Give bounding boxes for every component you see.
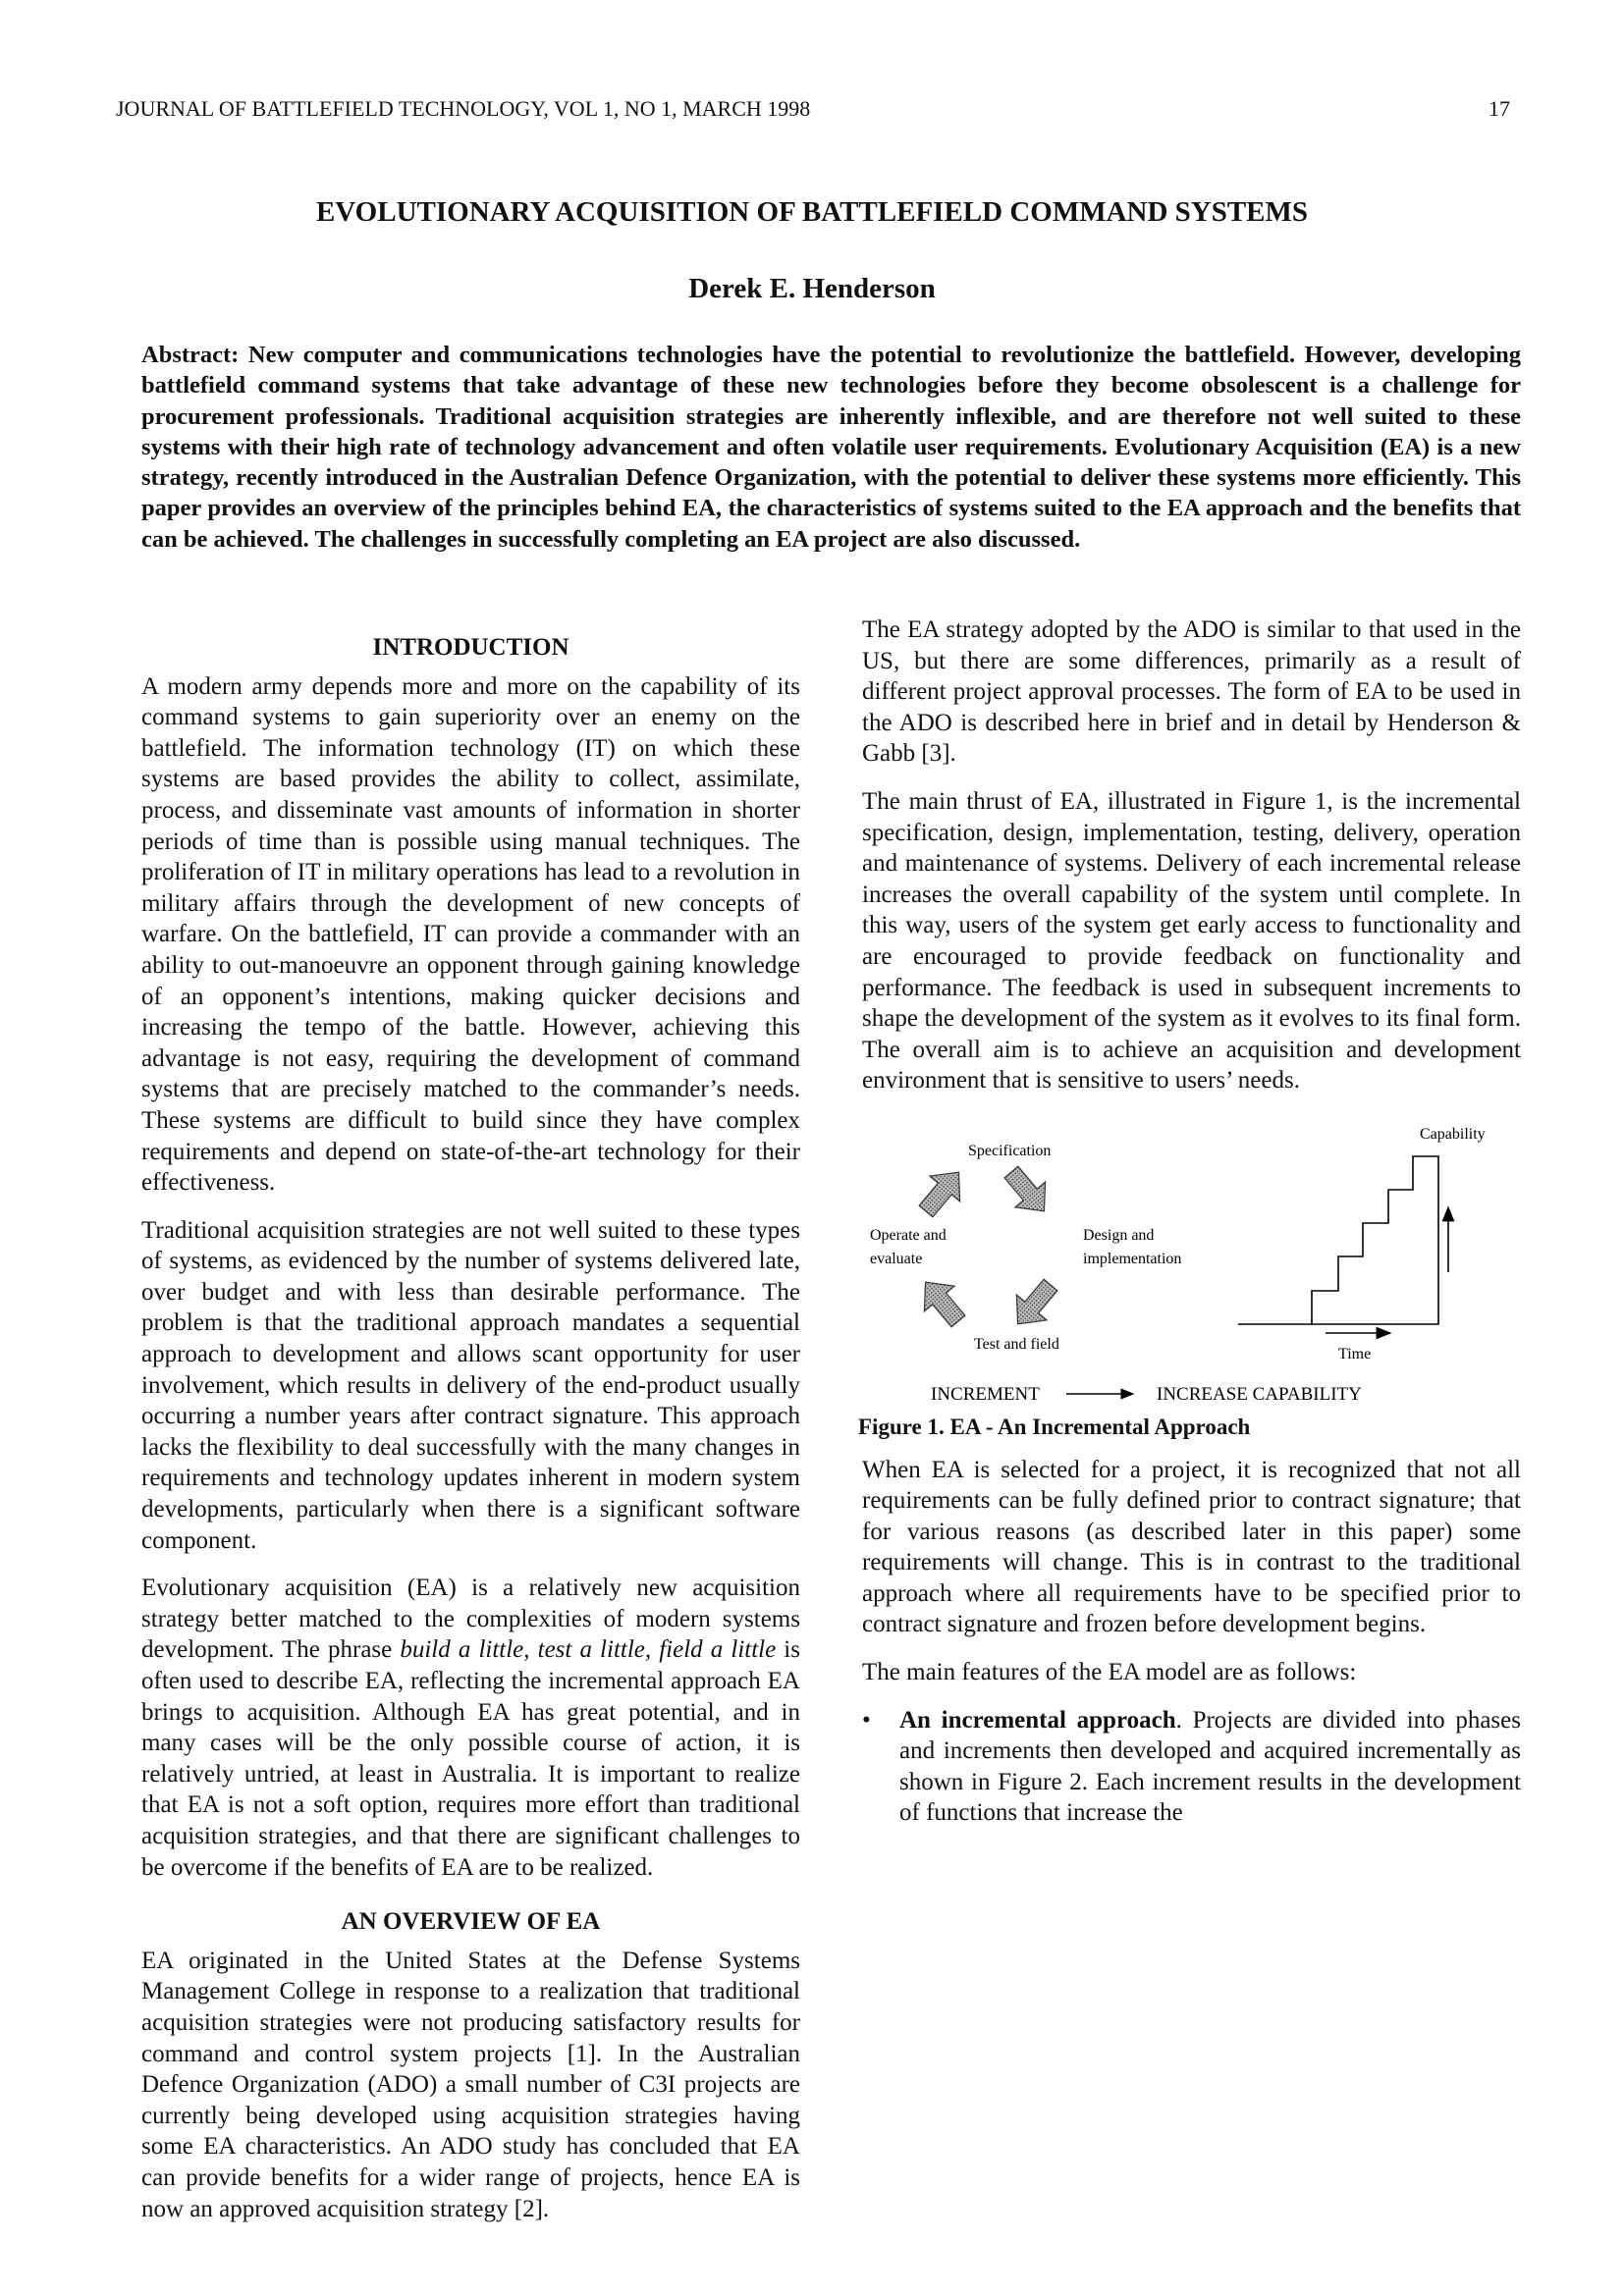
- bullet-text: . Projects are divided into phases and increments then developed and acquired incrementally as shown in Figure 2. Each increment results in the development of functions that increase the: [899, 1706, 1521, 1827]
- cycle-label: Specification: [968, 1142, 1052, 1159]
- running-header: [116, 96, 1510, 122]
- cycle-arrows: [910, 1159, 1065, 1337]
- paragraph: A modern army depends more and more on the capability of its command systems to gain superiority over an enemy on the battlefield. The information technology (IT) on which these systems are based provides the ability to collect, assimilate, process, and disseminate vast amounts of information in shorter periods of time than is possible using manual techniques. The proliferation of IT in military operations has lead to a revolution in military affairs through the development of new concepts of warfare. On the battlefield, IT can provide a commander with an ability to out-manoeuvre an opponent through gaining knowledge of an opponent’s intentions, making quicker decisions and increasing the tempo of the battle. However, achieving this advantage is not easy, requiring the development of command systems that are precisely matched to the commander’s needs. These systems are difficult to build since they have complex requirements and depend on state-of-the-art technology for their effectiveness.: [141, 672, 800, 1197]
- cycle-label: Design and: [1083, 1226, 1155, 1244]
- section-heading: AN OVERVIEW OF EA: [341, 1908, 601, 1936]
- text: is often used to describe EA, reflecting the incremental approach EA brings to acquisition. Although EA has great potential, and in many cases will be the only possible course of action, it is relatively untried, at least in Australia. It is important to realize that EA is not a soft option, requires more effort than traditional acquisition strategies, and that there are significant challenges to be overcome if the benefits of EA are to be realized.: [141, 1636, 800, 1881]
- arrow-icon: [997, 1159, 1059, 1224]
- paragraph: When EA is selected for a project, it is recognized that not all requirements can be fully defined prior to contract signature; that for various reasons (as described later in this paper) some requirements will change. This is in contrast to the traditional approach where all requirements have to be specified prior to contract signature and frozen before development begins.: [862, 1456, 1521, 1638]
- right-column: [858, 614, 1521, 1829]
- cycle-label: evaluate: [870, 1250, 923, 1267]
- paper-title: EVOLUTIONARY ACQUISITION OF BATTLEFIELD COMMAND SYSTEMS: [315, 196, 1309, 228]
- arrow-icon: [910, 1269, 973, 1334]
- figure-1: [862, 1113, 1521, 1408]
- feature-list: [862, 1705, 1521, 1829]
- paragraph: [141, 1573, 800, 1883]
- paragraph: The main thrust of EA, illustrated in Figure 1, is the incremental specification, design, implementation, testing, delivery, operation and maintenance of systems. Delivery of each incremental release increases the overall capability of the system until complete. In this way, users of the system get early access to functionality and are encouraged to provide feedback on functionality and performance. The feedback is used in subsequent increments to shape the development of the system as it evolves to its final form. The overall aim is to achieve an acquisition and development environment that is sensitive to users’ needs.: [862, 787, 1521, 1095]
- capability-axis-label: Capability: [1420, 1125, 1486, 1143]
- bullet-title: An incremental approach: [899, 1706, 1176, 1734]
- journal-name: JOURNAL OF BATTLEFIELD TECHNOLOGY, VOL 1, NO 1, MARCH 1998: [116, 96, 811, 121]
- cycle-label: Test and field: [974, 1335, 1059, 1353]
- paragraph: Traditional acquisition strategies are not well suited to these types of systems, as evidenced by the number of systems delivered late, over budget and with less than desirable performance. The problem is that the traditional approach mandates a sequential approach to development and allows scant opportunity for user involvement, which results in delivery of the end-product usually occurring a number years after contract signature. This approach lacks the flexibility to deal successfully with the many changes in requirements and technology updates inherent in modern system developments, particularly when there is a significant software component.: [141, 1216, 800, 1554]
- figure-caption: Figure 1. EA - An Incremental Approach: [858, 1414, 1251, 1439]
- capability-staircase: [1238, 1156, 1448, 1333]
- cycle-label: implementation: [1083, 1250, 1182, 1267]
- abstract: [141, 340, 1521, 555]
- author: Derek E. Henderson: [688, 273, 936, 304]
- list-item: [899, 1705, 1521, 1829]
- arrow-icon: [1002, 1272, 1065, 1337]
- text: Evolutionary acquisition (EA) is a relatively new acquisition strategy better matched to the complexities of modern systems development. The phrase: [141, 1575, 800, 1664]
- section-heading: INTRODUCTION: [372, 634, 569, 661]
- paragraph: EA originated in the United States at the Defense Systems Management College in response to a realization that traditional acquisition strategies were not producing satisfactory results for command and control system projects [1]. In the Australian Defence Organization (ADO) a small number of C3I projects are currently being developed using acquisition strategies having some EA characteristics. An ADO study has concluded that EA can provide benefits for a wider range of projects, hence EA is now an approved acquisition strategy [2].: [141, 1947, 800, 2222]
- left-column: [141, 630, 800, 2241]
- cycle-label: Operate and: [870, 1226, 947, 1244]
- arrow-icon: [911, 1159, 974, 1224]
- emphasis: build a little, test a little, field a little: [400, 1636, 777, 1664]
- page-number: 17: [1489, 96, 1510, 121]
- paragraph: The EA strategy adopted by the ADO is similar to that used in the US, but there are some differences, primarily as a result of different project approval processes. The form of EA to be used in the ADO is described here in brief and in detail by Henderson & Gabb [3].: [862, 616, 1521, 768]
- abstract-label: Abstract: [141, 342, 232, 368]
- increment-label: INCREMENT: [931, 1383, 1040, 1405]
- abstract-text: : New computer and communications technologies have the potential to revolutionize the battlefield. However, developing battlefield command systems that take advantage of these new technologies before they become obsolescent is a challenge for procurement professionals. Traditional acquisition strategies are inherently inflexible, and are therefore not well suited to these systems with their high rate of technology advancement and often volatile user requirements. Evolutionary Acquisition (EA) is a new strategy, recently introduced in the Australian Defence Organization, with the potential to deliver these systems more efficiently. This paper provides an overview of the principles behind EA, the characteristics of systems suited to the EA approach and the benefits that can be achieved. The challenges in successfully completing an EA project are also discussed.: [141, 342, 1521, 553]
- time-axis-label: Time: [1338, 1345, 1372, 1362]
- paragraph: The main features of the EA model are as follows:: [862, 1659, 1357, 1686]
- increase-capability-label: INCREASE CAPABILITY: [1157, 1383, 1362, 1405]
